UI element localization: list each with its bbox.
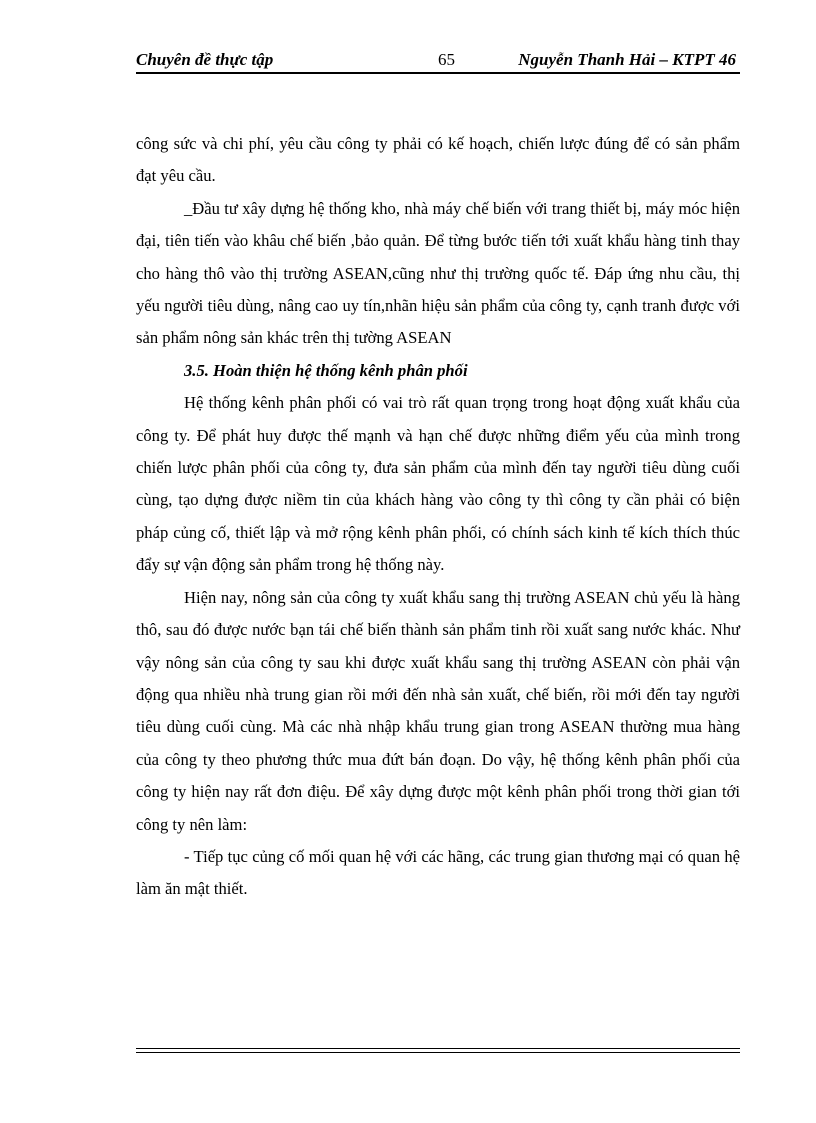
document-title: Chuyên đề thực tập [136,50,274,69]
paragraph-current-state: Hiện nay, nông sản của công ty xuất khẩu sang thị trường ASEAN chủ yếu là hàng thô, sau đó được nước bạn tái chế biến thành sản phẩm tinh rồi xuất sang nước khác. Như vậy nông sản của công ty sau khi được xuất khẩu sang thị trường ASEAN còn phải vận động qua nhiều nhà trung gian rồi mới đến nhà sản xuất, chế biến, rồi mới đến tay người tiêu dùng cuối cùng. Mà các nhà nhập khẩu trung gian trong ASEAN thường mua hàng của công ty theo phương thức mua đứt bán đoạn. Do vậy, hệ thống kênh phân phối của công ty hiện nay rất đơn điệu. Để xây dựng được một kênh phân phối trong thời gian tới công ty nên làm: [136,587,740,834]
author-name: Nguyễn Thanh Hải – KTPT 46 [518,50,736,69]
paragraph-continuation: công sức và chi phí, yêu cầu công ty phải có kế hoạch, chiến lược đúng để có sản phẩm đạt yêu cầu. [136,134,740,186]
section-heading: 3.5. Hoàn thiện hệ thống kênh phân phối [184,360,468,380]
footer-rule [136,1048,740,1053]
page-number: 65 [438,50,455,69]
page-body [136,128,740,906]
paragraph-distribution-role: Hệ thống kênh phân phối có vai trò rất quan trọng trong hoạt động xuất khẩu của công ty. Để phát huy được thế mạnh và hạn chế được những điểm yếu của mình trong chiến lược phân phối của công ty, đưa sản phẩm của mình đến tay người tiêu dùng cuối cùng, tạo dựng được niềm tin của khách hàng vào công ty thì công ty cần phải có biện pháp củng cố, thiết lập và mở rộng kênh phân phối, có chính sách kinh tế kích thích thúc đẩy sự vận động sản phẩm trong hệ thống này. [136,393,740,575]
paragraph-investment: _Đầu tư xây dựng hệ thống kho, nhà máy chế biến với trang thiết bị, máy móc hiện đại, tiên tiến vào khâu chế biến ,bảo quản. Để từng bước tiến tới xuất khẩu hàng tinh thay cho hàng thô vào thị trường ASEAN,cũng như thị trường quốc tế. Đáp ứng nhu cầu, thị yếu người tiêu dùng, nâng cao uy tín,nhãn hiệu sản phẩm của công ty, cạnh tranh được với sản phẩm nông sản khác trên thị tường ASEAN [136,198,740,348]
list-item-strengthen-relations: - Tiếp tục củng cố mối quan hệ với các hãng, các trung gian thương mại có quan hệ làm ăn mật thiết. [136,846,740,899]
header-rule [136,72,740,74]
page-header [136,48,740,72]
